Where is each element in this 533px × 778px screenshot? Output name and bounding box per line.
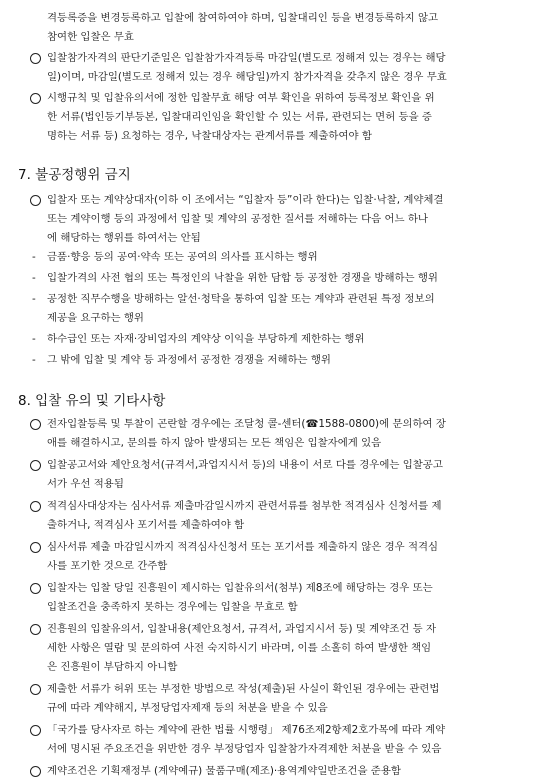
bullet-item-line: 심사서류 제출 마감일시까지 적격심사신청서 또는 포기서를 제출하지 않은 경우 적격심: [47, 541, 439, 553]
bullet-item-line: 시행규칙 및 입찰유의서에 정한 입찰무효 해당 여부 확인을 위하여 등록정보 확인을 위: [47, 92, 435, 104]
dash-item-line: 제공을 요구하는 행위: [47, 312, 144, 324]
bullet-item-line: 입찰조건을 충족하지 못하는 경우에는 입찰을 무효로 함: [47, 601, 298, 613]
circle-bullet-icon: [30, 460, 41, 471]
dash-bullet-icon: -: [32, 293, 36, 305]
bullet-item-line: 에 해당하는 행위를 하여서는 안됨: [47, 232, 201, 244]
circle-bullet-icon: [30, 583, 41, 594]
dash-item-line: 하수급인 또는 자재·장비업자의 계약상 이익을 부당하게 제한하는 행위: [47, 333, 365, 345]
circle-bullet-icon: [30, 542, 41, 553]
bullet-item-line: 적격심사대상자는 심사서류 제출마감일시까지 관련서류를 첨부한 적격심사 신청서를 제: [47, 500, 442, 512]
bullet-item-line: 「국가를 당사자로 하는 계약에 관한 법률 시행령」 제76조제2항제2호가목에 따라 계약: [47, 724, 446, 736]
bullet-item-line: 은 진흥원이 부담하지 아니함: [47, 661, 178, 673]
circle-bullet-icon: [30, 53, 41, 64]
bullet-item-line: 사를 포기한 것으로 간주함: [47, 560, 168, 572]
dash-bullet-icon: -: [32, 354, 36, 366]
bullet-item-line: 한 서류(법인등기부등본, 입찰대리인임을 확인할 수 있는 서류, 관련되는 면허 등을 증: [47, 111, 432, 123]
bullet-item-line: 세한 사항은 열람 및 문의하여 사전 숙지하시기 바라며, 이를 소홀히 하여 발생한 책임: [47, 642, 432, 654]
bullet-item-line: 애를 해결하시고, 문의를 하지 않아 발생되는 모든 책임은 입찰자에게 있음: [47, 437, 382, 449]
bullet-item-line: 입찰자 또는 계약상대자(이하 이 조에서는 “입찰자 등”이라 한다)는 입찰·낙찰, 계약체결: [47, 194, 444, 206]
section-heading: 7. 불공정행위 금지: [18, 167, 131, 183]
dash-bullet-icon: -: [32, 272, 36, 284]
bullet-item-line: 입찰참가자격의 판단기준일은 입찰참가자격등록 마감일(별도로 정해져 있는 경우는 해당: [47, 52, 446, 64]
bullet-item-line: 서가 우선 적용됨: [47, 478, 124, 490]
circle-bullet-icon: [30, 766, 41, 777]
section-heading: 8. 입찰 유의 및 기타사항: [18, 393, 166, 409]
bullet-item-line: 입찰자는 입찰 당일 진흥원이 제시하는 입찰유의서(첨부) 제8조에 해당하는 경우 또는: [47, 582, 433, 594]
circle-bullet-icon: [30, 501, 41, 512]
bullet-item-line: 규에 따라 계약해지, 부정당업자제재 등의 처분을 받을 수 있음: [47, 702, 328, 714]
circle-bullet-icon: [30, 93, 41, 104]
bullet-item-line: 명하는 서류 등) 요청하는 경우, 낙찰대상자는 관계서류를 제출하여야 함: [47, 130, 372, 142]
bullet-item-line: 일)이며, 마감일(별도로 정해져 있는 경우 해당일)까지 참가자격을 갖추지 않은 경우 무효: [47, 71, 447, 83]
dash-bullet-icon: -: [32, 251, 36, 263]
dash-item-line: 금품·향응 등의 공여·약속 또는 공여의 의사를 표시하는 행위: [47, 251, 318, 263]
bullet-item-line: 또는 계약이행 등의 과정에서 입찰 및 계약의 공정한 질서를 저해하는 다음 어느 하나: [47, 213, 428, 225]
bullet-item-line: 계약조건은 기획재정부 (계약예규) 물품구매(제조)·용역계약일반조건을 준용함: [47, 765, 401, 777]
bullet-item-line: 출하거나, 적격심사 포기서를 제출하여야 함: [47, 519, 245, 531]
circle-bullet-icon: [30, 419, 41, 430]
circle-bullet-icon: [30, 195, 41, 206]
dash-item-line: 입찰가격의 사전 협의 또는 특정인의 낙찰을 위한 담합 등 공정한 경쟁을 방해하는 행위: [47, 272, 438, 284]
bullet-item-line: 제출한 서류가 허위 또는 부정한 방법으로 작성(제출)된 사실이 확인된 경우에는 관련법: [47, 683, 440, 695]
bullet-item-line: 입찰공고서와 제안요청서(규격서,과업지시서 등)의 내용이 서로 다를 경우에는 입찰공고: [47, 459, 443, 471]
dash-item-line: 그 밖에 입찰 및 계약 등 과정에서 공정한 경쟁을 저해하는 행위: [47, 354, 331, 366]
circle-bullet-icon: [30, 624, 41, 635]
continuation-line: 참여한 입찰은 무효: [47, 31, 134, 43]
circle-bullet-icon: [30, 725, 41, 736]
continuation-line: 격등록증을 변경등록하고 입찰에 참여하여야 하며, 입찰대리인 등을 변경등록하지 않고: [47, 12, 439, 24]
circle-bullet-icon: [30, 684, 41, 695]
bullet-item-line: 진흥원의 입찰유의서, 입찰내용(제안요청서, 규격서, 과업지시서 등) 및 계약조건 등 자: [47, 623, 437, 635]
dash-item-line: 공정한 직무수행을 방해하는 알선·청탁을 통하여 입찰 또는 계약과 관련된 특정 정보의: [47, 293, 435, 305]
dash-bullet-icon: -: [32, 333, 36, 345]
bullet-item-line: 서에 명시된 주요조건을 위반한 경우 부정당업자 입찰참가자격제한 처분을 받을 수 있음: [47, 743, 442, 755]
bullet-item-line: 전자입찰등록 및 투찰이 곤란할 경우에는 조달청 콜-센터(☎1588-0800)에 문의하여 장: [47, 418, 446, 430]
